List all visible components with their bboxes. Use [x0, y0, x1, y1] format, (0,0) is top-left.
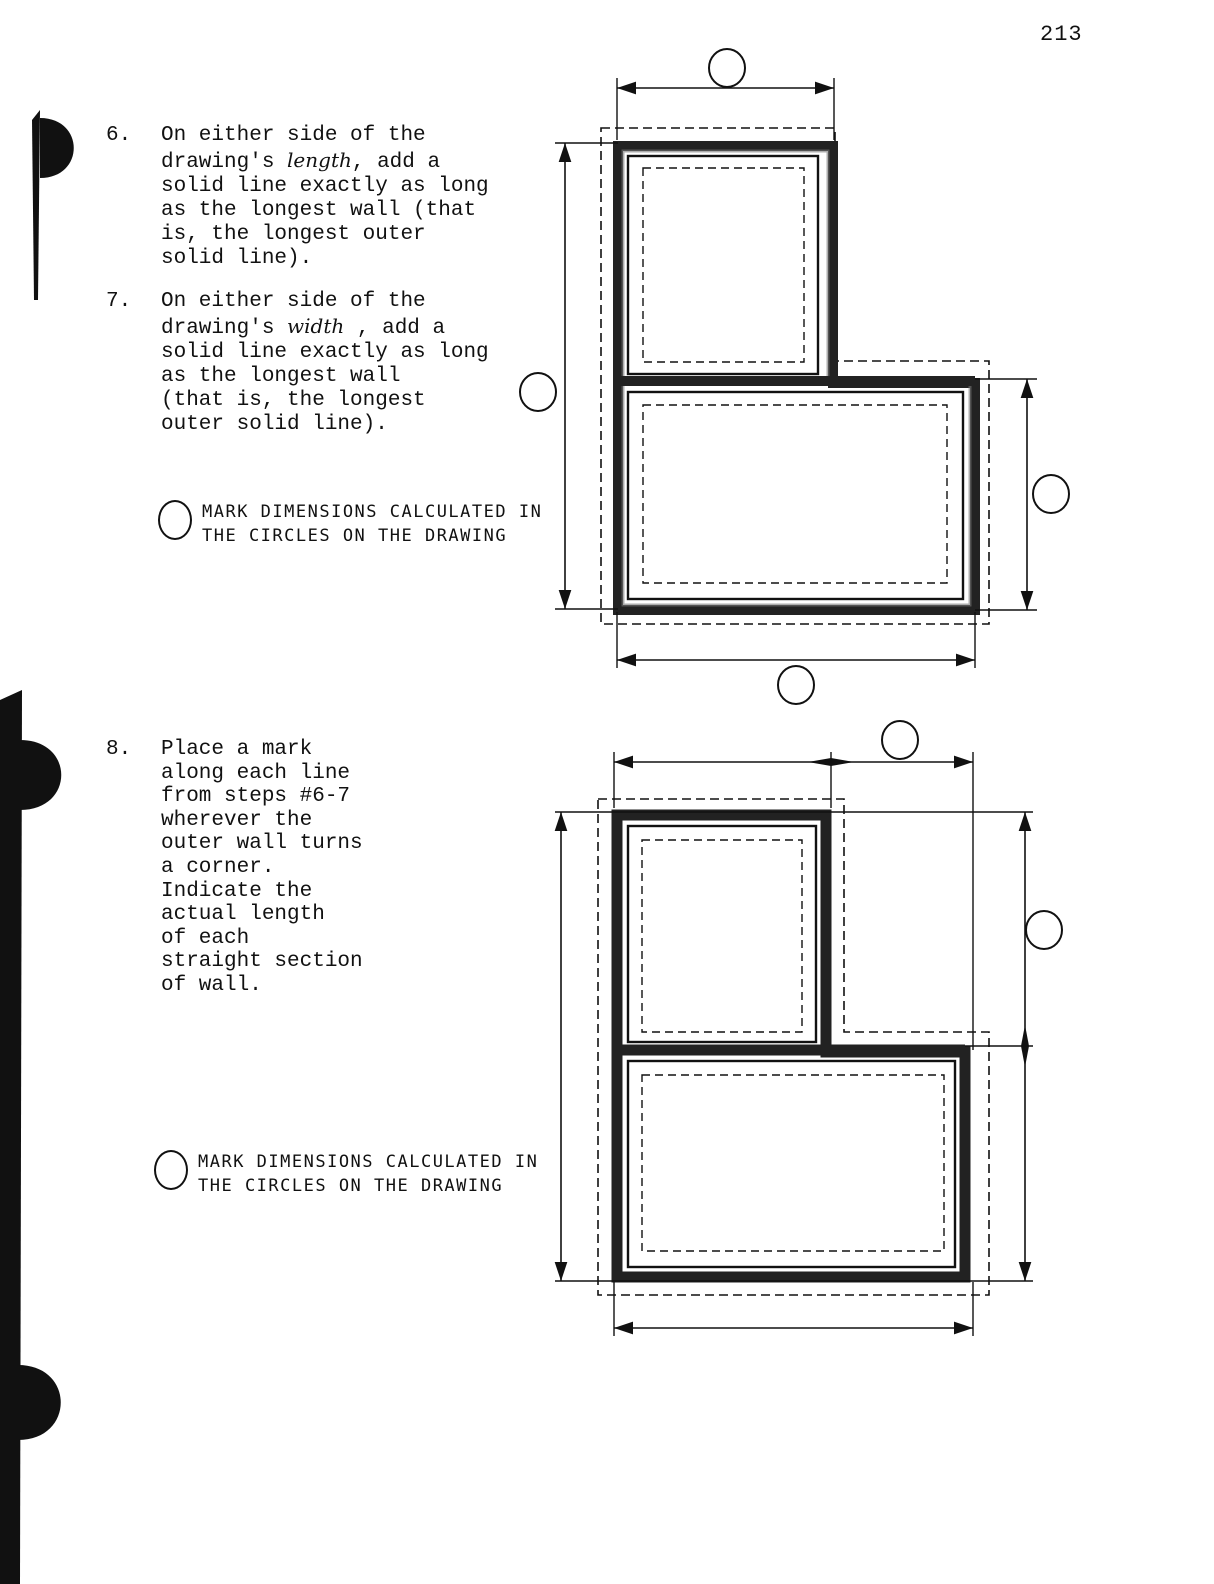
dimension-circle-icon — [778, 666, 814, 704]
step-7-emphasis: width — [287, 314, 345, 338]
step-6-line-4: as the longest wall (that — [161, 199, 477, 222]
dimension-circle-icon — [1026, 911, 1062, 949]
note-2-line-1: MARK DIMENSIONS CALCULATED IN — [198, 1152, 539, 1172]
note-1-line-2: THE CIRCLES ON THE DRAWING — [202, 526, 508, 546]
step-8-line-9: of each — [161, 926, 250, 950]
dimension-circle-icon — [709, 49, 745, 87]
floor-plan-2 — [555, 721, 1062, 1336]
step-8-line-4: wherever the — [161, 808, 313, 832]
note-1-line-1: MARK DIMENSIONS CALCULATED IN — [202, 502, 543, 522]
step-8-number: 8. — [106, 738, 132, 761]
dimension-circle-icon — [520, 373, 556, 411]
step-8-line-7: Indicate the — [161, 879, 313, 903]
note-2-line-2: THE CIRCLES ON THE DRAWING — [198, 1176, 504, 1196]
step-8-line-3: from steps #6-7 — [161, 785, 351, 809]
floor-plan-1 — [520, 49, 1069, 704]
step-7-line-3: solid line exactly as long — [161, 341, 489, 364]
step-7-line-1: On either side of the — [161, 290, 426, 313]
step-8-line-8: actual length — [161, 903, 325, 927]
dimension-circle-icon — [1033, 475, 1069, 513]
plan-2-room-1 — [628, 826, 816, 1042]
step-8-line-10: straight section — [161, 950, 363, 974]
step-7-line-6: outer solid line). — [161, 413, 388, 436]
step-6-line-2: drawing's — [161, 151, 288, 174]
step-6-line-1: On either side of the — [161, 124, 426, 147]
step-8-line-6: a corner. — [161, 855, 275, 879]
step-6-line-6: solid line). — [161, 247, 313, 270]
dimension-circle-icon — [882, 721, 918, 759]
step-8-line-11: of wall. — [161, 973, 262, 997]
step-6-line-3: solid line exactly as long — [161, 175, 489, 198]
step-8-line-1: Place a mark — [161, 738, 313, 761]
step-8-line-5: outer wall turns — [161, 832, 363, 856]
step-7-line-2-tail: , add a — [344, 317, 446, 340]
step-7-number: 7. — [106, 290, 132, 313]
step-6-line-5: is, the longest outer — [161, 223, 426, 246]
step-7-line-4: as the longest wall — [161, 365, 401, 388]
step-6-emphasis: length — [287, 148, 352, 172]
step-7-line-2: drawing's — [161, 317, 288, 340]
page-number: 213 — [1040, 22, 1083, 47]
plan-1-room-2 — [628, 392, 963, 599]
plan-2-room-2 — [628, 1061, 955, 1267]
step-6-number: 6. — [106, 124, 132, 147]
plan-1-room-1 — [628, 156, 818, 374]
step-7-line-5: (that is, the longest — [161, 389, 426, 412]
step-6-line-2-tail: , add a — [351, 151, 441, 174]
step-8-line-2: along each line — [161, 761, 351, 785]
